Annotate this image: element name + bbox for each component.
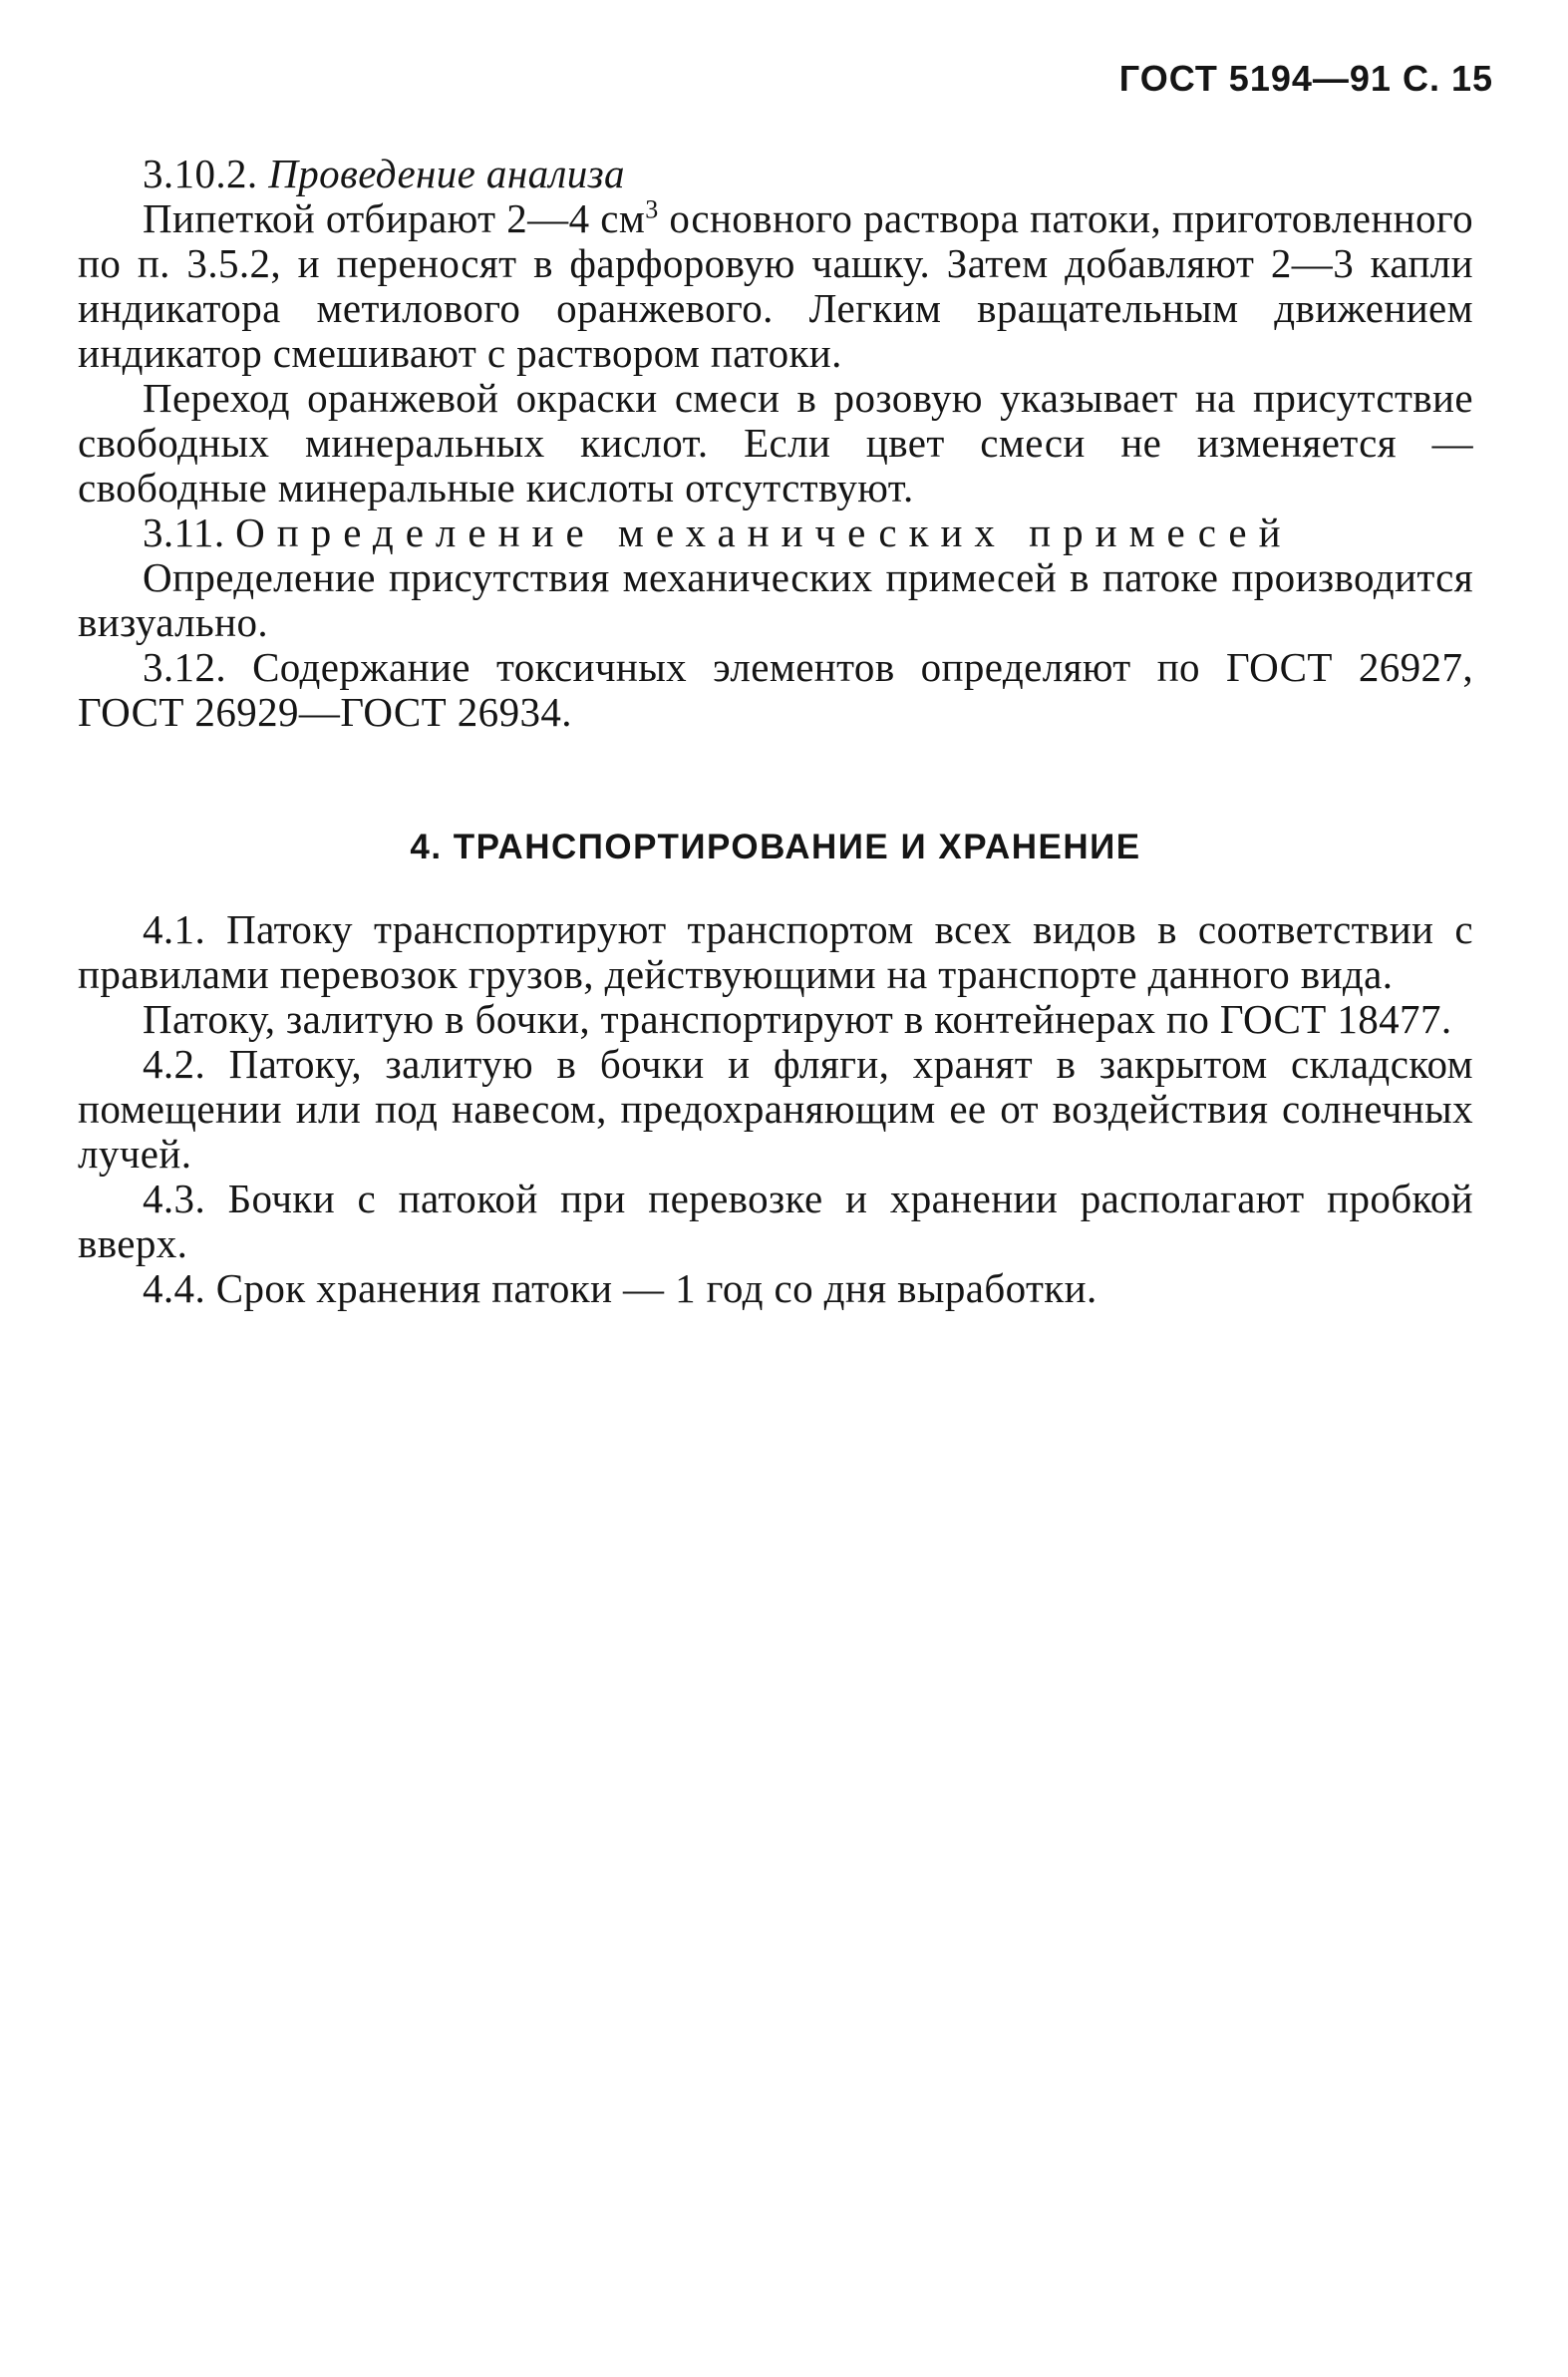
paragraph-4-1-continued: Патоку, залитую в бочки, транспортируют в контейнерах по ГОСТ 18477. <box>143 996 1452 1042</box>
page-header: ГОСТ 5194—91 С. 15 <box>1118 58 1493 99</box>
section-4-text <box>78 907 1473 1311</box>
paragraph-3-11-body: Определение присутствия механических примесей в патоке производится визуально. <box>78 554 1473 645</box>
paragraph-3-12: 3.12. Содержание токсичных элементов определяют по ГОСТ 26927, ГОСТ 26929—ГОСТ 26934. <box>78 644 1473 735</box>
superscript: 3 <box>645 194 659 224</box>
paragraph-4-1: 4.1. Патоку транспортируют транспортом всех видов в соответствии с правилами перевозок грузов, действующими на транспорте данного вида. <box>78 906 1473 997</box>
paragraph-4-4: 4.4. Срок хранения патоки — 1 год со дня выработки. <box>143 1265 1098 1311</box>
paragraph-3-10-2-body <box>78 196 1473 376</box>
clause-title: Проведение анализа <box>268 151 625 196</box>
clause-number: 3.11. <box>143 509 225 555</box>
paragraph-3-10-2-result: Переход оранжевой окраски смеси в розовую указывает на присутствие свободных минеральных кислот. Если цвет смеси не изменяется — свободные минеральные кислоты отсутствуют. <box>78 375 1473 510</box>
section-3-text <box>78 152 1473 735</box>
clause-title: Определение механических примесей <box>235 509 1293 555</box>
paragraph-4-2: 4.2. Патоку, залитую в бочки и фляги, хранят в закрытом складском помещении или под навесом, предохраняющим ее от воздействия солнечных лучей. <box>78 1041 1473 1177</box>
paragraph-3-10-2-heading <box>78 152 1473 196</box>
body-text-part: основного раствора патоки, приготовленного по п. 3.5.2, и переносят в фарфоровую чашку. Затем добавляют 2—3 капли индикатора метилового оранжевого. Легким вращательным движением индикатор смешивают с раствором патоки. <box>78 195 1474 376</box>
paragraph-3-11-heading <box>78 510 1473 555</box>
section-4-title: 4. ТРАНСПОРТИРОВАНИЕ И ХРАНЕНИЕ <box>410 828 1141 866</box>
paragraph-4-3: 4.3. Бочки с патокой при перевозке и хранении располагают пробкой вверх. <box>78 1176 1473 1266</box>
clause-number: 3.10.2. <box>143 151 258 196</box>
body-text-part: Пипеткой отбирают 2—4 см <box>143 195 646 241</box>
